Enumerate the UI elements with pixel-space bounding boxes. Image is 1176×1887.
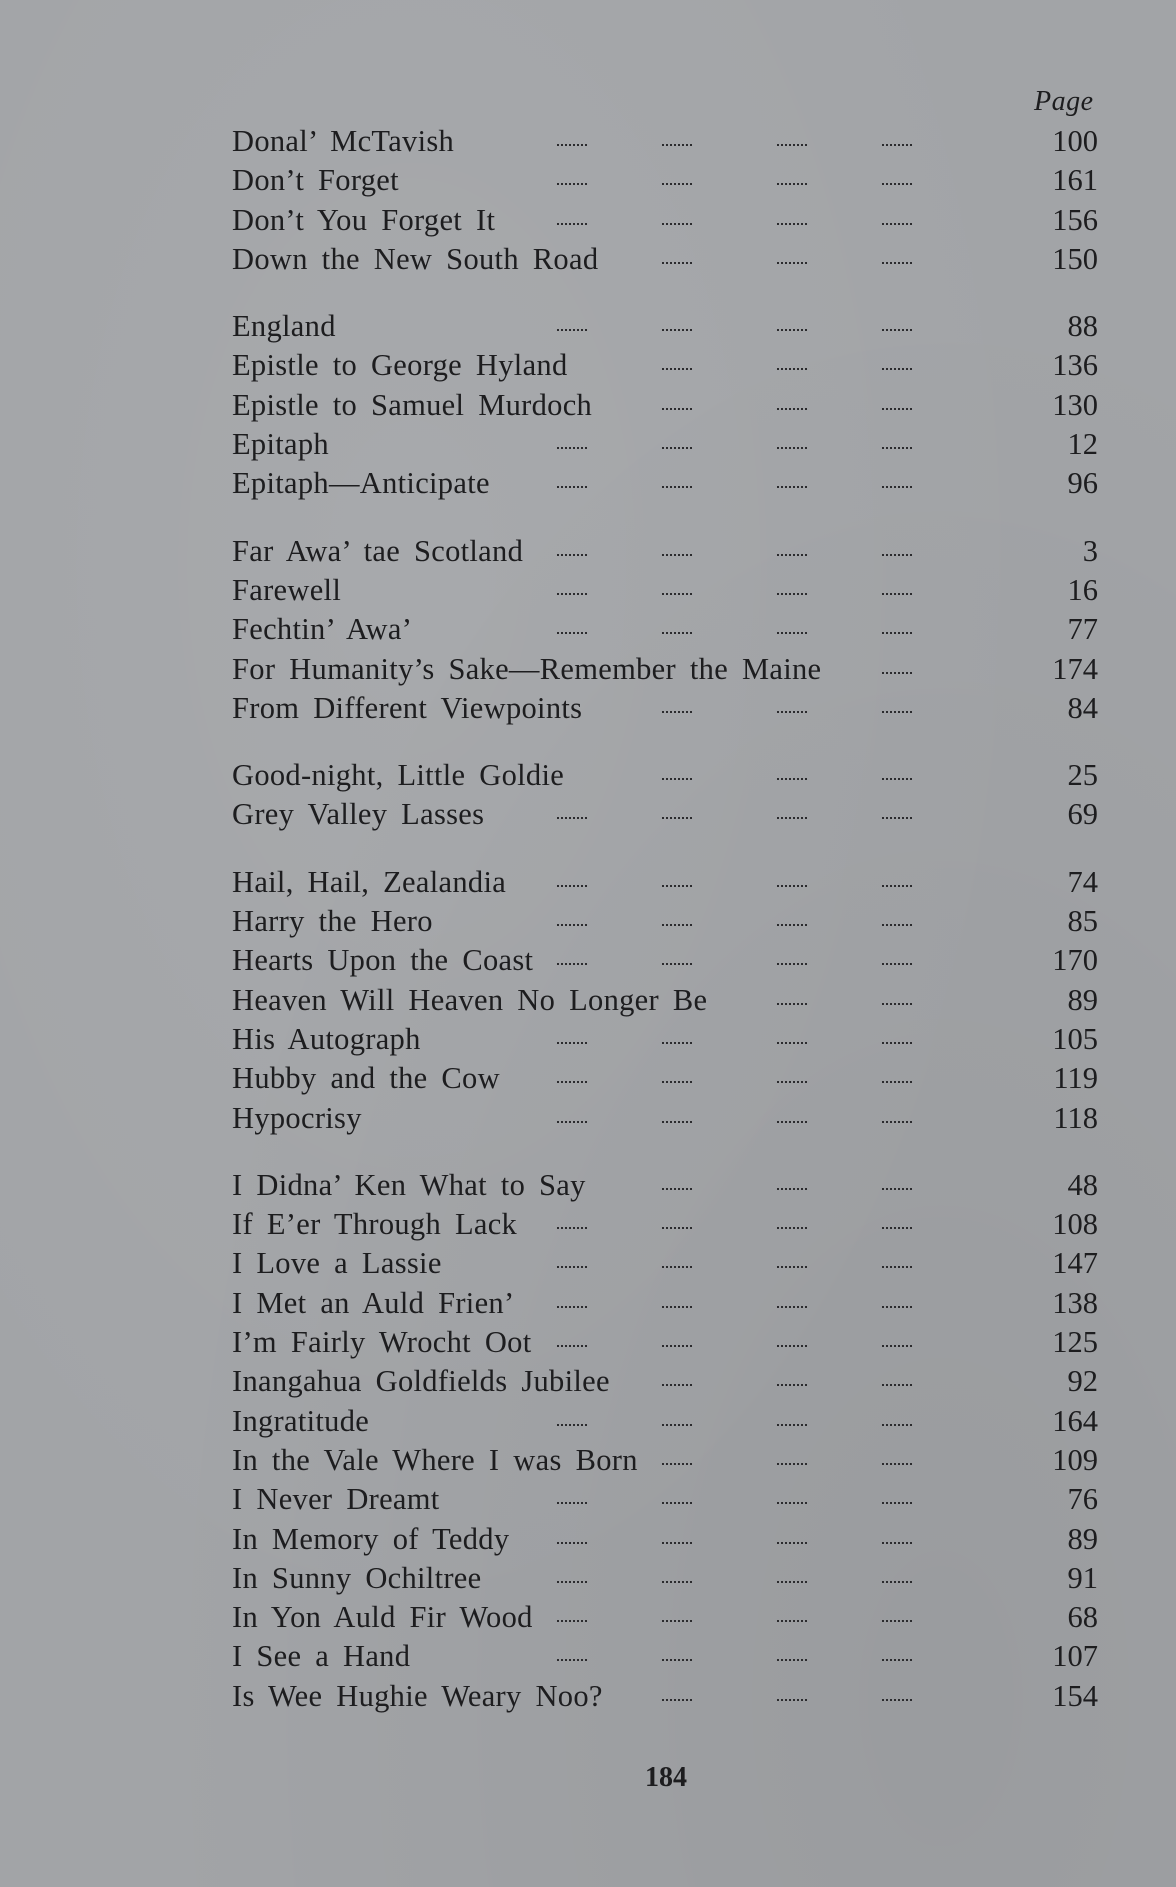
dot-leader-segment	[882, 1699, 912, 1703]
toc-entry	[232, 425, 1098, 464]
dot-leader-segment	[882, 1463, 912, 1467]
dot-leader-segment	[662, 1620, 692, 1624]
dot-leader-segment	[557, 1227, 587, 1231]
dot-leader-segment	[882, 408, 912, 412]
toc-entry	[232, 1099, 1098, 1138]
dot-leader-segment	[662, 486, 692, 490]
toc-entry-title: Far Awa’ tae Scotland	[232, 533, 524, 568]
toc-entry-title: Hail, Hail, Zealandia	[232, 864, 507, 899]
dot-leader-segment	[662, 183, 692, 187]
dot-leader-segment	[557, 1581, 587, 1585]
toc-entry-title: Good-night, Little Goldie	[232, 758, 565, 793]
toc-entry-title: Hypocrisy	[232, 1100, 362, 1135]
toc-entry-title: Hearts Upon the Coast	[232, 943, 534, 978]
dot-leader-segment	[662, 1081, 692, 1085]
dot-leader-segment	[777, 1042, 807, 1046]
dot-leader-segment	[662, 963, 692, 967]
dot-leader-segment	[557, 924, 587, 928]
toc-entry	[232, 1637, 1098, 1676]
toc-entry-page: 130	[1052, 387, 1098, 422]
dot-leader-segment	[662, 554, 692, 558]
toc-entry	[232, 1441, 1098, 1480]
dot-leader-segment	[882, 963, 912, 967]
dot-leader-segment	[777, 632, 807, 636]
dot-leader-segment	[662, 1042, 692, 1046]
dot-leader-segment	[557, 817, 587, 821]
dot-leader-segment	[777, 1227, 807, 1231]
dot-leader-segment	[882, 632, 912, 636]
dot-leader-segment	[557, 1042, 587, 1046]
toc-entry-title: I’m Fairly Wrocht Oot	[232, 1325, 532, 1360]
dot-leader-segment	[557, 554, 587, 558]
toc-entry-title: Epitaph	[232, 427, 329, 462]
toc-entry-title: Harry the Hero	[232, 904, 433, 939]
dot-leader-segment	[882, 1581, 912, 1585]
toc-entry	[232, 1480, 1098, 1519]
dot-leader-segment	[662, 632, 692, 636]
dot-leader-segment	[557, 1659, 587, 1663]
dot-leader-segment	[557, 885, 587, 889]
toc-entry	[232, 1362, 1098, 1401]
toc-entry-title: I Didna’ Ken What to Say	[232, 1167, 586, 1202]
dot-leader-segment	[777, 1463, 807, 1467]
toc-entry-title: Hubby and the Cow	[232, 1061, 500, 1096]
toc-entry-page: 174	[1052, 651, 1098, 686]
dot-leader-segment	[662, 447, 692, 451]
toc-entry-title: I Love a Lassie	[232, 1246, 442, 1281]
toc-entry-page: 89	[1067, 1521, 1098, 1556]
toc-group	[232, 863, 1098, 1138]
dot-leader-segment	[882, 486, 912, 490]
toc-entry-page: 170	[1052, 943, 1098, 978]
toc-entry-page: 147	[1052, 1246, 1098, 1281]
dot-leader-segment	[777, 408, 807, 412]
toc-entry-page: 69	[1067, 797, 1098, 832]
dot-leader-segment	[662, 593, 692, 597]
toc-entry-title: From Different Viewpoints	[232, 690, 583, 725]
dot-leader-segment	[777, 711, 807, 715]
dot-leader-segment	[557, 593, 587, 597]
toc-entry-page: 105	[1052, 1021, 1098, 1056]
dot-leader-segment	[882, 1188, 912, 1192]
dot-leader-segment	[557, 223, 587, 227]
dot-leader-segment	[557, 1620, 587, 1624]
toc-entry-title: Don’t You Forget It	[232, 202, 496, 237]
dot-leader-segment	[777, 1081, 807, 1085]
toc-entry-page: 74	[1067, 864, 1098, 899]
toc-entry-title: I Never Dreamt	[232, 1482, 440, 1517]
dot-leader-segment	[777, 1306, 807, 1310]
dot-leader-segment	[662, 223, 692, 227]
dot-leader-segment	[777, 554, 807, 558]
dot-leader-segment	[662, 1463, 692, 1467]
toc-entry	[232, 650, 1098, 689]
dot-leader-segment	[662, 144, 692, 148]
dot-leader-segment	[662, 924, 692, 928]
dot-leader-segment	[662, 329, 692, 333]
toc-entry	[232, 1520, 1098, 1559]
dot-leader-segment	[662, 368, 692, 372]
toc-entry-title: Epistle to George Hyland	[232, 348, 568, 383]
dot-leader-segment	[662, 1424, 692, 1428]
toc-entry-page: 92	[1067, 1364, 1098, 1399]
toc-entry-page: 125	[1052, 1325, 1098, 1360]
dot-leader-segment	[882, 885, 912, 889]
dot-leader-segment	[777, 183, 807, 187]
dot-leader-segment	[777, 593, 807, 597]
toc-entry-title: England	[232, 309, 336, 344]
toc-entry	[232, 689, 1098, 728]
toc-entry	[232, 941, 1098, 980]
toc-entry-page: 68	[1067, 1600, 1098, 1635]
dot-leader-segment	[777, 329, 807, 333]
toc-entry-page: 12	[1067, 427, 1098, 462]
dot-leader-segment	[882, 1003, 912, 1007]
toc-entry-page: 91	[1067, 1560, 1098, 1595]
toc-entry	[232, 795, 1098, 834]
toc-group	[232, 756, 1098, 835]
dot-leader-segment	[882, 1042, 912, 1046]
dot-leader-segment	[662, 1121, 692, 1125]
toc-entry-page: 88	[1067, 309, 1098, 344]
dot-leader-segment	[662, 1345, 692, 1349]
dot-leader-segment	[882, 1659, 912, 1663]
dot-leader-segment	[777, 1542, 807, 1546]
toc-entry	[232, 201, 1098, 240]
dot-leader-segment	[777, 817, 807, 821]
dot-leader-segment	[557, 1345, 587, 1349]
dot-leader-segment	[777, 262, 807, 266]
toc-entry-page: 84	[1067, 690, 1098, 725]
toc-entry-page: 108	[1052, 1207, 1098, 1242]
toc-entry-title: Heaven Will Heaven No Longer Be	[232, 982, 708, 1017]
dot-leader-segment	[777, 1502, 807, 1506]
toc-entry-title: Epitaph—Anticipate	[232, 466, 490, 501]
dot-leader-segment	[777, 778, 807, 782]
toc-entry-title: I Met an Auld Frien’	[232, 1285, 515, 1320]
toc-entry	[232, 240, 1098, 279]
dot-leader-segment	[882, 924, 912, 928]
dot-leader-segment	[662, 1581, 692, 1585]
toc-entry	[232, 863, 1098, 902]
toc-entry-title: Grey Valley Lasses	[232, 797, 485, 832]
toc-entry	[232, 756, 1098, 795]
dot-leader-segment	[557, 1121, 587, 1125]
toc-entry-title: Epistle to Samuel Murdoch	[232, 387, 593, 422]
dot-leader-segment	[557, 1424, 587, 1428]
toc-entry-page: 16	[1067, 572, 1098, 607]
dot-leader-segment	[777, 368, 807, 372]
dot-leader-segment	[662, 1384, 692, 1388]
toc-entry-title: If E’er Through Lack	[232, 1207, 518, 1242]
dot-leader-segment	[882, 262, 912, 266]
toc-entry	[232, 981, 1098, 1020]
dot-leader-segment	[882, 778, 912, 782]
dot-leader-segment	[557, 144, 587, 148]
toc-entry-page: 25	[1067, 758, 1098, 793]
toc-entry	[232, 1020, 1098, 1059]
toc-entry	[232, 386, 1098, 425]
dot-leader-segment	[882, 368, 912, 372]
dot-leader-segment	[777, 1620, 807, 1624]
toc-entry-page: 118	[1053, 1100, 1098, 1135]
dot-leader-segment	[777, 1345, 807, 1349]
toc-entry	[232, 1323, 1098, 1362]
table-of-contents	[232, 122, 1098, 1744]
toc-entry-page: 76	[1067, 1482, 1098, 1517]
dot-leader-segment	[882, 183, 912, 187]
toc-entry-page: 89	[1067, 982, 1098, 1017]
toc-group	[232, 307, 1098, 503]
toc-entry-title: In Yon Auld Fir Wood	[232, 1600, 533, 1635]
toc-entry-title: Don’t Forget	[232, 163, 399, 198]
toc-entry-page: 150	[1052, 241, 1098, 276]
dot-leader-segment	[557, 632, 587, 636]
dot-leader-segment	[777, 924, 807, 928]
toc-entry	[232, 307, 1098, 346]
dot-leader-segment	[777, 1699, 807, 1703]
toc-entry	[232, 571, 1098, 610]
dot-leader-segment	[662, 408, 692, 412]
dot-leader-segment	[662, 1227, 692, 1231]
dot-leader-segment	[882, 1345, 912, 1349]
toc-entry-page: 100	[1052, 124, 1098, 158]
dot-leader	[232, 571, 1098, 610]
toc-entry	[232, 1244, 1098, 1283]
toc-entry	[232, 610, 1098, 649]
dot-leader-segment	[777, 486, 807, 490]
dot-leader-segment	[882, 447, 912, 451]
toc-entry	[232, 1559, 1098, 1598]
toc-entry	[232, 1059, 1098, 1098]
dot-leader-segment	[777, 1424, 807, 1428]
dot-leader-segment	[557, 486, 587, 490]
toc-entry-page: 156	[1052, 202, 1098, 237]
dot-leader-segment	[882, 223, 912, 227]
dot-leader-segment	[662, 262, 692, 266]
toc-entry	[232, 902, 1098, 941]
page-column-heading: Page	[1034, 86, 1094, 117]
toc-entry	[232, 1205, 1098, 1244]
toc-group	[232, 1166, 1098, 1716]
toc-entry-page: 161	[1052, 163, 1098, 198]
dot-leader-segment	[662, 885, 692, 889]
dot-leader-segment	[777, 1384, 807, 1388]
dot-leader-segment	[777, 223, 807, 227]
toc-entry-page: 77	[1067, 612, 1098, 647]
toc-entry	[232, 346, 1098, 385]
toc-entry	[232, 1402, 1098, 1441]
dot-leader-segment	[662, 1542, 692, 1546]
dot-leader-segment	[882, 1502, 912, 1506]
toc-entry-page: 96	[1067, 466, 1098, 501]
dot-leader-segment	[777, 963, 807, 967]
toc-entry-page: 154	[1052, 1678, 1098, 1713]
toc-entry-title: His Autograph	[232, 1021, 421, 1056]
toc-entry-page: 48	[1067, 1167, 1098, 1202]
toc-entry-page: 119	[1053, 1061, 1098, 1096]
dot-leader-segment	[882, 593, 912, 597]
dot-leader-segment	[557, 1542, 587, 1546]
toc-entry-title: I See a Hand	[232, 1639, 411, 1674]
toc-entry	[232, 1166, 1098, 1205]
page-number: 184	[645, 1762, 687, 1793]
dot-leader-segment	[662, 778, 692, 782]
dot-leader-segment	[662, 1502, 692, 1506]
toc-entry	[232, 161, 1098, 200]
toc-entry	[232, 464, 1098, 503]
dot-leader-segment	[882, 1620, 912, 1624]
toc-entry	[232, 122, 1098, 161]
toc-entry	[232, 532, 1098, 571]
dot-leader-segment	[557, 1266, 587, 1270]
dot-leader-segment	[882, 1121, 912, 1125]
toc-entry	[232, 1284, 1098, 1323]
toc-entry-title: Inangahua Goldfields Jubilee	[232, 1364, 610, 1399]
toc-entry-title: For Humanity’s Sake—Remember the Maine	[232, 651, 822, 686]
dot-leader-segment	[662, 711, 692, 715]
dot-leader	[232, 425, 1098, 464]
toc-entry-title: Down the New South Road	[232, 241, 599, 276]
toc-entry-title: Donal’ McTavish	[232, 124, 455, 158]
toc-entry	[232, 1677, 1098, 1716]
dot-leader-segment	[557, 183, 587, 187]
dot-leader-segment	[777, 1003, 807, 1007]
toc-entry-title: In the Vale Where I was Born	[232, 1442, 638, 1477]
dot-leader-segment	[662, 1306, 692, 1310]
toc-group	[232, 122, 1098, 279]
dot-leader-segment	[882, 329, 912, 333]
dot-leader-segment	[882, 1227, 912, 1231]
dot-leader-segment	[557, 1306, 587, 1310]
toc-entry-page: 136	[1052, 348, 1098, 383]
dot-leader	[232, 307, 1098, 346]
toc-entry	[232, 1598, 1098, 1637]
dot-leader-segment	[882, 1081, 912, 1085]
dot-leader-segment	[882, 1306, 912, 1310]
dot-leader-segment	[882, 1424, 912, 1428]
dot-leader-segment	[777, 1266, 807, 1270]
dot-leader-segment	[882, 817, 912, 821]
dot-leader-segment	[662, 1266, 692, 1270]
toc-entry-page: 164	[1052, 1403, 1098, 1438]
toc-entry-title: Fechtin’ Awa’	[232, 612, 413, 647]
dot-leader-segment	[662, 817, 692, 821]
toc-entry-page: 138	[1052, 1285, 1098, 1320]
dot-leader-segment	[557, 329, 587, 333]
toc-entry-page: 109	[1052, 1442, 1098, 1477]
dot-leader-segment	[882, 711, 912, 715]
dot-leader-segment	[882, 554, 912, 558]
toc-entry-title: Farewell	[232, 572, 342, 607]
dot-leader-segment	[662, 1188, 692, 1192]
toc-entry-page: 85	[1067, 904, 1098, 939]
dot-leader-segment	[557, 447, 587, 451]
toc-entry-title: In Sunny Ochiltree	[232, 1560, 482, 1595]
dot-leader-segment	[557, 1081, 587, 1085]
dot-leader-segment	[777, 1121, 807, 1125]
dot-leader-segment	[777, 1188, 807, 1192]
dot-leader-segment	[777, 1581, 807, 1585]
dot-leader-segment	[557, 963, 587, 967]
page-footer	[0, 1762, 1176, 1794]
toc-entry-title: Ingratitude	[232, 1403, 370, 1438]
toc-entry-title: Is Wee Hughie Weary Noo?	[232, 1678, 603, 1713]
dot-leader-segment	[882, 1384, 912, 1388]
toc-entry-page: 107	[1052, 1639, 1098, 1674]
dot-leader-segment	[662, 1659, 692, 1663]
toc-entry-title: In Memory of Teddy	[232, 1521, 510, 1556]
dot-leader-segment	[882, 144, 912, 148]
toc-entry-page: 3	[1082, 533, 1098, 568]
dot-leader-segment	[557, 1502, 587, 1506]
dot-leader-segment	[777, 447, 807, 451]
dot-leader-segment	[777, 144, 807, 148]
dot-leader-segment	[882, 1542, 912, 1546]
dot-leader-segment	[662, 1699, 692, 1703]
dot-leader-segment	[882, 1266, 912, 1270]
dot-leader-segment	[882, 672, 912, 676]
toc-group	[232, 532, 1098, 728]
dot-leader-segment	[777, 1659, 807, 1663]
dot-leader-segment	[777, 885, 807, 889]
